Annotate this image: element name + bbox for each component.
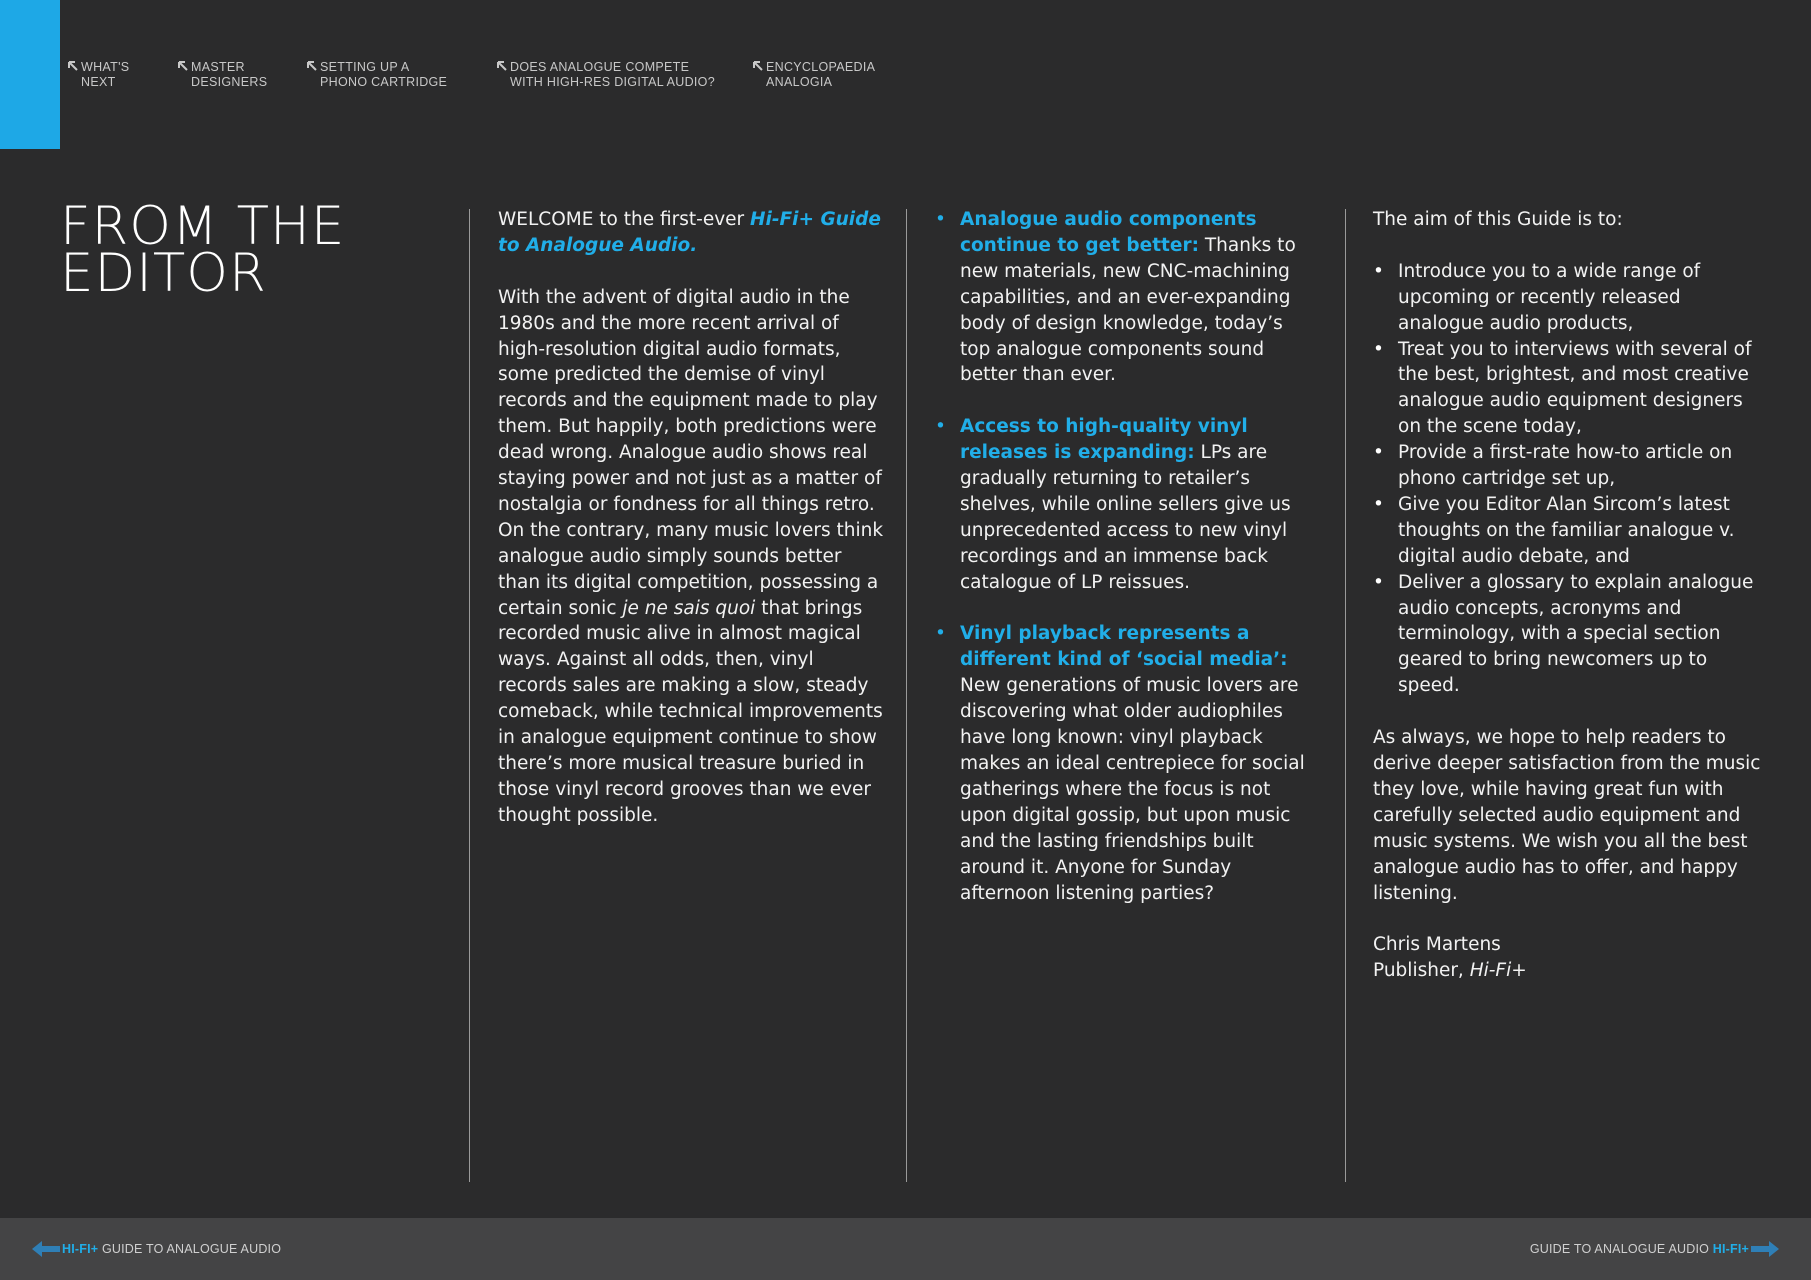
arrow-up-left-icon <box>178 61 188 71</box>
footer-bar <box>0 1218 1811 1280</box>
nav-setting-up-cartridge[interactable] <box>307 60 447 90</box>
reason-text: LPs are gradually returning to retailer’s shelves, while online sellers give us unprecedented access to new vinyl recordings and an immense back catalogue of LP reissues. <box>960 442 1291 593</box>
footer-left-label <box>62 1242 281 1256</box>
next-page-button[interactable] <box>1530 1240 1781 1258</box>
arrow-up-left-icon <box>68 61 78 71</box>
nav-label-line2: WITH HIGH-RES DIGITAL AUDIO? <box>510 75 715 89</box>
signature-publication: Hi-Fi+ <box>1469 960 1527 982</box>
signature-role: Publisher, <box>1373 960 1470 982</box>
reason-heading: Access to high-quality vinyl releases is expanding: <box>960 416 1248 464</box>
welcome-paragraph <box>498 207 884 259</box>
reason-text: New generations of music lovers are discovering what older audiophiles have long known: vinyl playback makes an ideal centrepiece for social gatherings where the focus is not upon digital gossip, but upon music and the lasting friendships built around it. Anyone for Sunday afternoon listening parties? <box>960 675 1305 904</box>
guide-title-link: Hi-Fi+ Guide to Analogue Audio. <box>498 209 881 256</box>
nav-label-line1: DOES ANALOGUE COMPETE <box>510 60 690 74</box>
accent-block <box>0 0 60 149</box>
nav-label-line1: SETTING UP A <box>320 60 410 74</box>
reason-heading: Analogue audio components continue to get better: <box>960 209 1257 256</box>
signature-name: Chris Martens <box>1373 934 1501 956</box>
nav-master-designers[interactable] <box>178 60 267 90</box>
intro-text-b: that brings recorded music alive in almost magical ways. Against all odds, then, vinyl records sales are making a slow, steady comeback, while technical improvements in analogue equipment continue to show there’s more musical treasure buried in those vinyl record grooves than we ever thought possible. <box>498 597 883 826</box>
footer-right-label <box>1530 1242 1749 1256</box>
previous-page-button[interactable] <box>30 1240 281 1258</box>
column-divider <box>469 209 470 1182</box>
reason-text: Thanks to new materials, new CNC-machining capabilities, and an ever-expanding body of design knowledge, today’s top analogue components sound better than ever. <box>960 234 1296 386</box>
reasons-list <box>935 207 1310 906</box>
page-title <box>60 196 346 304</box>
aims-list <box>1373 259 1761 699</box>
nav-label-line2: PHONO CARTRIDGE <box>320 75 448 89</box>
arrow-up-left-icon <box>307 61 317 71</box>
footer-brand: HI-FI+ <box>62 1242 99 1256</box>
list-item <box>935 207 1310 388</box>
title-line1: FROM THE <box>60 196 346 257</box>
intro-paragraph <box>498 285 884 829</box>
title-line2: EDITOR <box>60 243 267 304</box>
nav-label-line1: WHAT'S <box>81 60 130 74</box>
footer-brand: HI-FI+ <box>1712 1242 1749 1256</box>
column-welcome <box>498 207 884 855</box>
arrow-up-left-icon <box>753 61 763 71</box>
column-reasons <box>935 207 1310 932</box>
column-divider <box>906 209 907 1182</box>
nav-label-line1: MASTER <box>191 60 245 74</box>
list-item: • Deliver a glossary to explain analogue audio concepts, acronyms and terminology, with a special section geared to bring newcomers up to speed. <box>1373 570 1761 700</box>
footer-text: GUIDE TO ANALOGUE AUDIO <box>1529 1242 1713 1256</box>
column-divider <box>1345 209 1346 1182</box>
list-item: • Give you Editor Alan Sircom’s latest thoughts on the familiar analogue v. digital audio debate, and <box>1373 492 1761 570</box>
intro-text-a: With the advent of digital audio in the 1980s and the more recent arrival of high-resolution digital audio formats, some predicted the demise of vinyl records and the equipment made to play them. But happily, both predictions were dead wrong. Analogue audio shows real staying power and not just as a matter of nostalgia or fondness for all things retro. On the contrary, many music lovers think analogue audio simply sounds better than its digital competition, possessing a certain sonic <box>498 286 884 619</box>
list-item <box>935 621 1310 906</box>
nav-label-line2: ANALOGIA <box>766 75 833 89</box>
nav-whats-next[interactable] <box>68 60 129 90</box>
closing-paragraph: As always, we hope to help readers to derive deeper satisfaction from the music they love, while having great fun with carefully selected audio equipment and music systems. We wish you all the best analogue audio has to offer, and happy listening. <box>1373 727 1761 904</box>
list-item <box>935 414 1310 595</box>
welcome-text: WELCOME to the first-ever <box>498 209 751 230</box>
nav-label-line2: NEXT <box>81 75 116 89</box>
signature-role-line <box>1373 958 1761 984</box>
list-item: • Treat you to interviews with several of the best, brightest, and most creative analogue audio equipment designers on the scene today, <box>1373 337 1761 441</box>
nav-label-line2: DESIGNERS <box>191 75 268 89</box>
arrow-left-icon <box>30 1240 62 1258</box>
nav-analogue-vs-digital[interactable] <box>497 60 715 90</box>
footer-text: GUIDE TO ANALOGUE AUDIO <box>98 1242 282 1256</box>
nav-encyclopaedia[interactable] <box>753 60 875 90</box>
list-item: • Provide a first-rate how-to article on phono cartridge set up, <box>1373 440 1761 492</box>
list-item: • Introduce you to a wide range of upcoming or recently released analogue audio products, <box>1373 259 1761 337</box>
aims-intro: The aim of this Guide is to: <box>1373 209 1623 230</box>
column-aims <box>1373 207 1761 984</box>
reason-heading: Vinyl playback represents a different kind of ‘social media’: <box>960 623 1288 671</box>
arrow-up-left-icon <box>497 61 507 71</box>
arrow-right-icon <box>1749 1240 1781 1258</box>
nav-label-line1: ENCYCLOPAEDIA <box>766 60 876 74</box>
signature <box>1373 932 1761 984</box>
intro-italic: je ne sais quoi <box>622 597 756 619</box>
